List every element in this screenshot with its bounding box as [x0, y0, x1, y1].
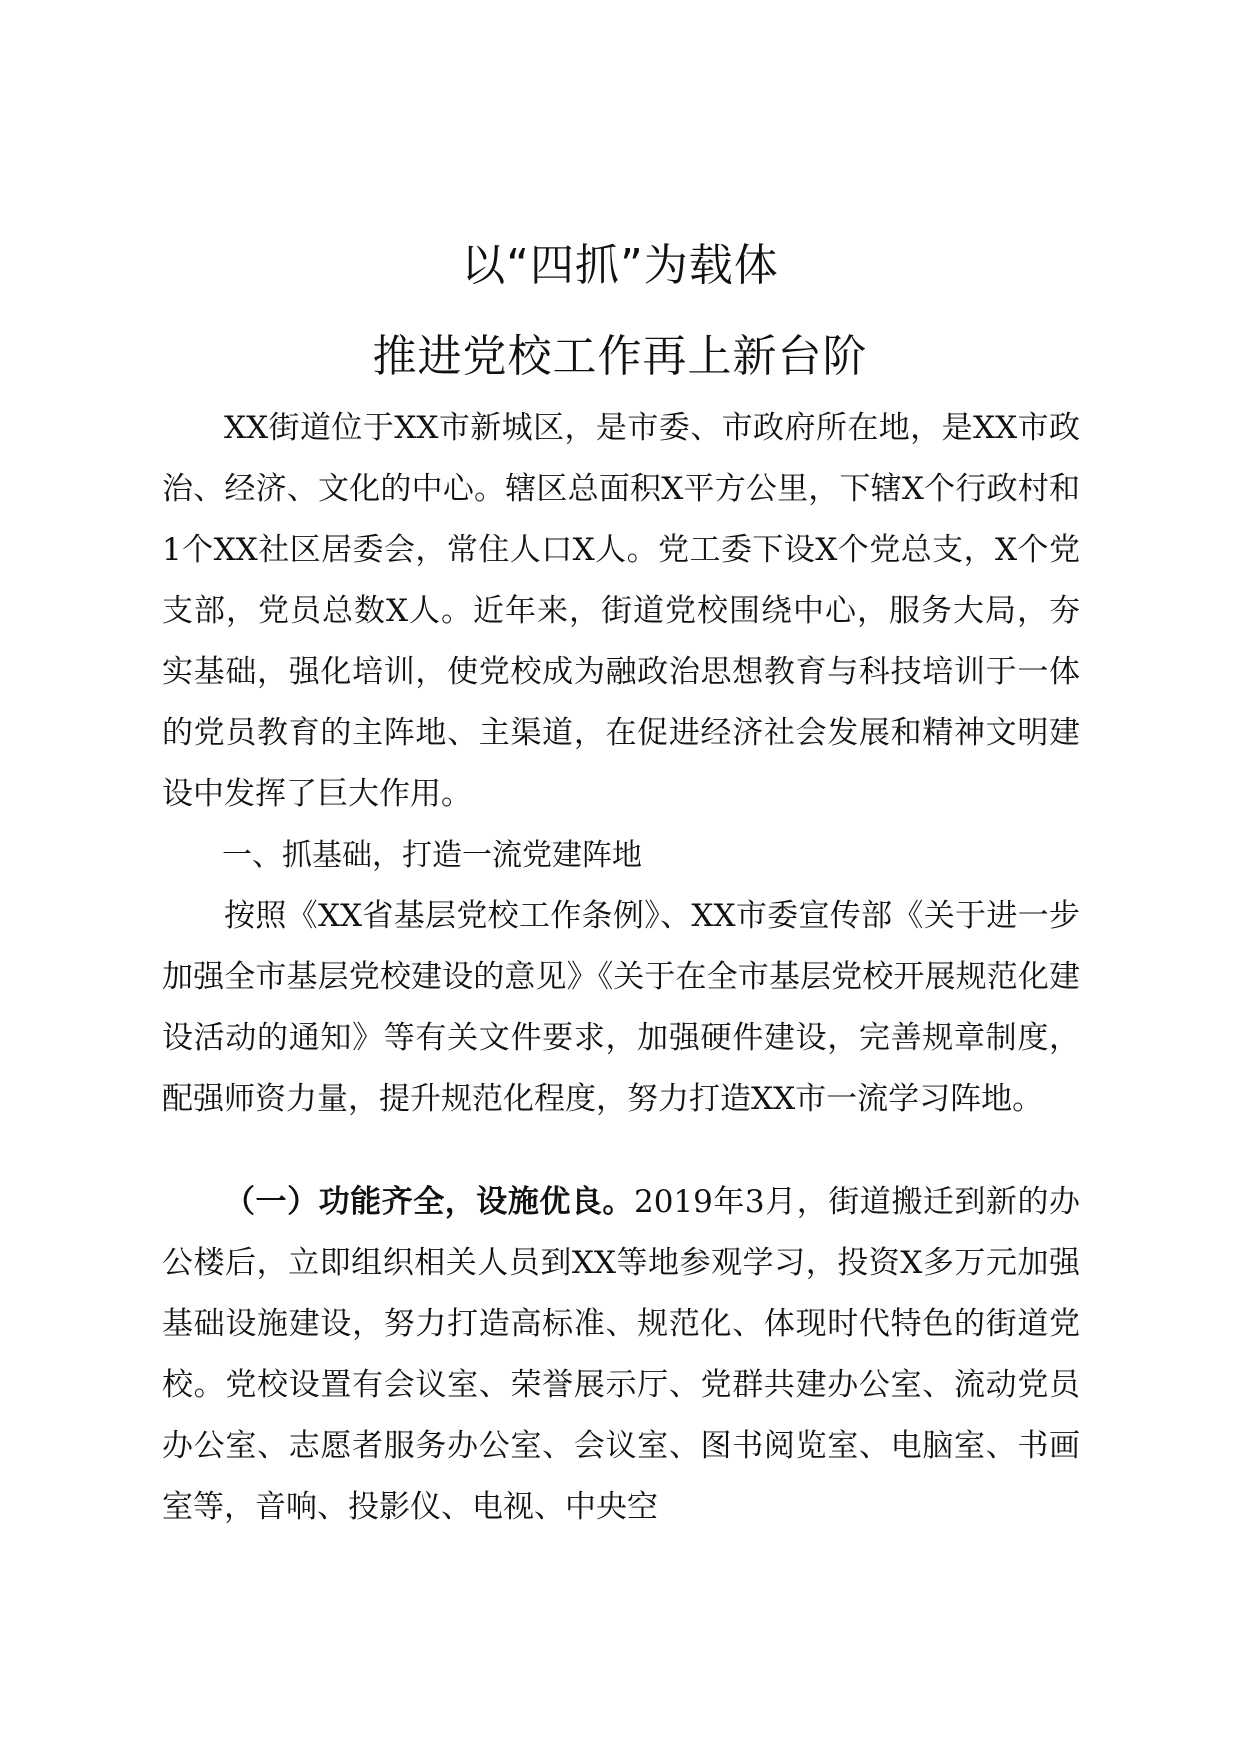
section-paragraph: 按照《XX省基层党校工作条例》、XX市委宣传部《关于进一步加强全市基层党校建设的意见》《关于在全市基层党校开展规范化建设活动的通知》等有关文件要求，加强硬件建设，完善规章制度，配强师资力量，提升规范化程度，努力打造XX市一流学习阵地。	[162, 898, 1080, 1117]
section-heading: 一、抓基础，打造一流党建阵地	[222, 838, 642, 873]
intro-paragraph: XX街道位于XX市新城区，是市委、市政府所在地，是XX市政治、经济、文化的中心。辖区总面积X平方公里，下辖X个行政村和1个XX社区居委会，常住人口X人。党工委下设X个党总支，X个党支部，党员总数X人。近年来，街道党校围绕中心，服务大局，夯实基础，强化培训，使党校成为融政治思想教育与科技培训于一体的党员教育的主阵地、主渠道，在促进经济社会发展和精神文明建设中发挥了巨大作用。	[162, 410, 1080, 812]
subsection-lead: （一）功能齐全，设施优良。	[224, 1184, 634, 1220]
document-title-line-2: 推进党校工作再上新台阶	[372, 331, 868, 382]
subsection-paragraph	[162, 1172, 1080, 1538]
document-title-line-1: 以“四抓”为载体	[461, 240, 779, 291]
subsection-text: 2019年3月，街道搬迁到新的办公楼后，立即组织相关人员到XX等地参观学习，投资X多万元加强基础设施建设，努力打造高标准、规范化、体现时代特色的街道党校。党校设置有会议室、荣誉展示厅、党群共建办公室、流动党员办公室、志愿者服务办公室、会议室、图书阅览室、电脑室、书画室等，音响、投影仪、电视、中央空	[162, 1184, 1081, 1525]
